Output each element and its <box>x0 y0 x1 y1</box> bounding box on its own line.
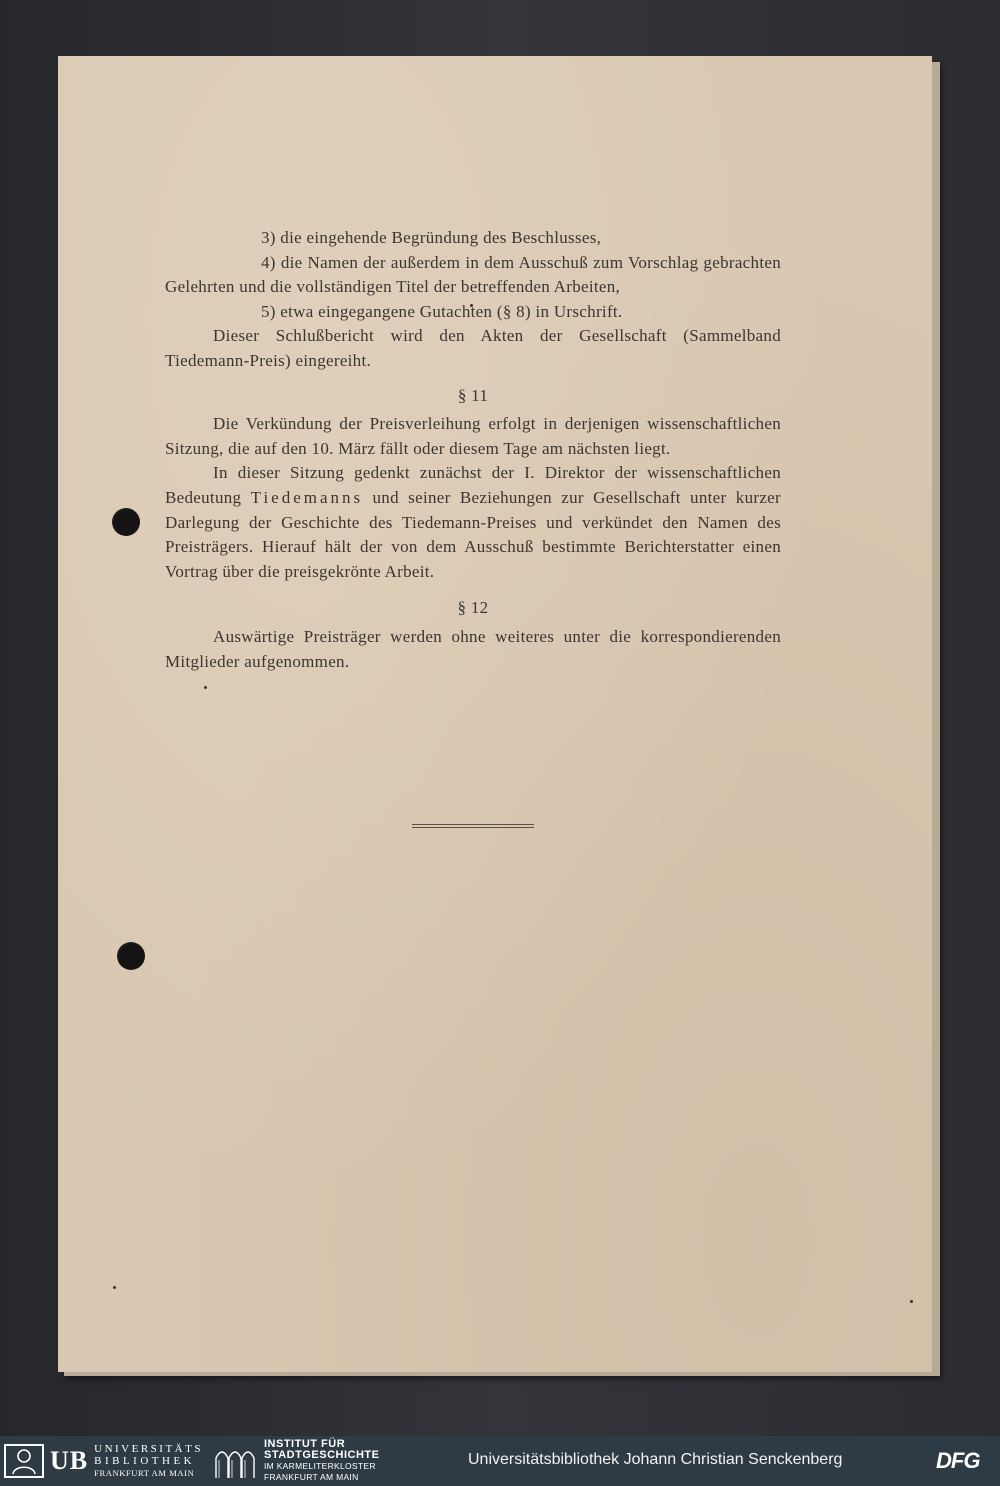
isg-line-2: STADTGESCHICHTE <box>264 1449 380 1461</box>
paper-speck <box>910 1300 913 1303</box>
ub-line-2: BIBLIOTHEK <box>94 1455 196 1467</box>
sitzung-text-after: und seiner Beziehungen zur Gesellschaft unter kurzer Darlegung der Geschichte des Tiedemann-Preises und verkündet den Namen des Preisträgers. Hierauf hält der von dem Ausschuß bestimmte Berichterstatter einen Vortrag über die preisgekrönte Arbeit. <box>165 487 781 581</box>
punch-hole <box>117 942 145 970</box>
punch-hole <box>112 508 140 536</box>
dfg-logo[interactable]: DFG <box>936 1448 980 1473</box>
ub-line-3: FRANKFURT AM MAIN <box>94 1468 195 1478</box>
sitzung-text-before: In dieser Sitzung gedenkt zunächst der I. Direktor der wissenschaftlichen Bedeutung <box>165 463 781 507</box>
ub-letters: UB <box>50 1446 89 1475</box>
end-rule <box>412 827 534 828</box>
isg-text <box>264 1439 379 1483</box>
name-tiedemanns: Tiedemanns <box>250 487 364 507</box>
paragraph-schlussbericht: Dieser Schlußbericht wird den Akten der Gesellschaft (Sammelband Tiedemann-Preis) eingereiht. <box>165 326 781 370</box>
end-rule <box>412 824 534 825</box>
document-text <box>165 226 781 674</box>
bust-icon <box>4 1444 44 1478</box>
section-heading-12: § 12 <box>457 598 489 618</box>
library-name[interactable]: Universitätsbibliothek Johann Christian Senckenberg <box>468 1451 843 1468</box>
paper-speck <box>113 1286 116 1289</box>
list-item-3: 3) die eingehende Begründung des Beschlusses, <box>261 228 602 247</box>
paragraph-verkuendung: Die Verkündung der Preisverleihung erfolgt in derjenigen wissenschaftlichen Sitzung, die auf den 10. März fällt oder diesem Tage am nächsten liegt. <box>165 414 781 458</box>
paragraph-auswaertige: Auswärtige Preisträger werden ohne weiteres unter die korrespondierenden Mitglieder aufgenommen. <box>165 626 781 671</box>
section-heading-11: § 11 <box>457 385 489 405</box>
paragraph-sitzung <box>165 461 781 584</box>
ub-logo[interactable] <box>4 1444 203 1478</box>
isg-line-3: IM KARMELITERKLOSTER <box>264 1461 376 1471</box>
footer-bar <box>0 1436 1000 1486</box>
list-item-4: 4) die Namen der außerdem in dem Ausschuß zum Vorschlag gebrachten Gelehrten und die vollständigen Titel der betreffenden Arbeiten, <box>165 252 781 297</box>
isg-line-4: FRANKFURT AM MAIN <box>264 1472 359 1482</box>
document-page <box>58 56 932 1372</box>
ub-text <box>94 1443 203 1479</box>
paper-speck <box>204 686 207 689</box>
arches-icon <box>214 1444 258 1478</box>
isg-logo[interactable] <box>214 1438 380 1482</box>
isg-line-1: INSTITUT FÜR <box>264 1438 346 1450</box>
ub-line-1: UNIVERSITÄTS <box>94 1443 203 1455</box>
list-item-5: 5) etwa eingegangene Gutachten (§ 8) in Urschrift. <box>261 301 623 321</box>
